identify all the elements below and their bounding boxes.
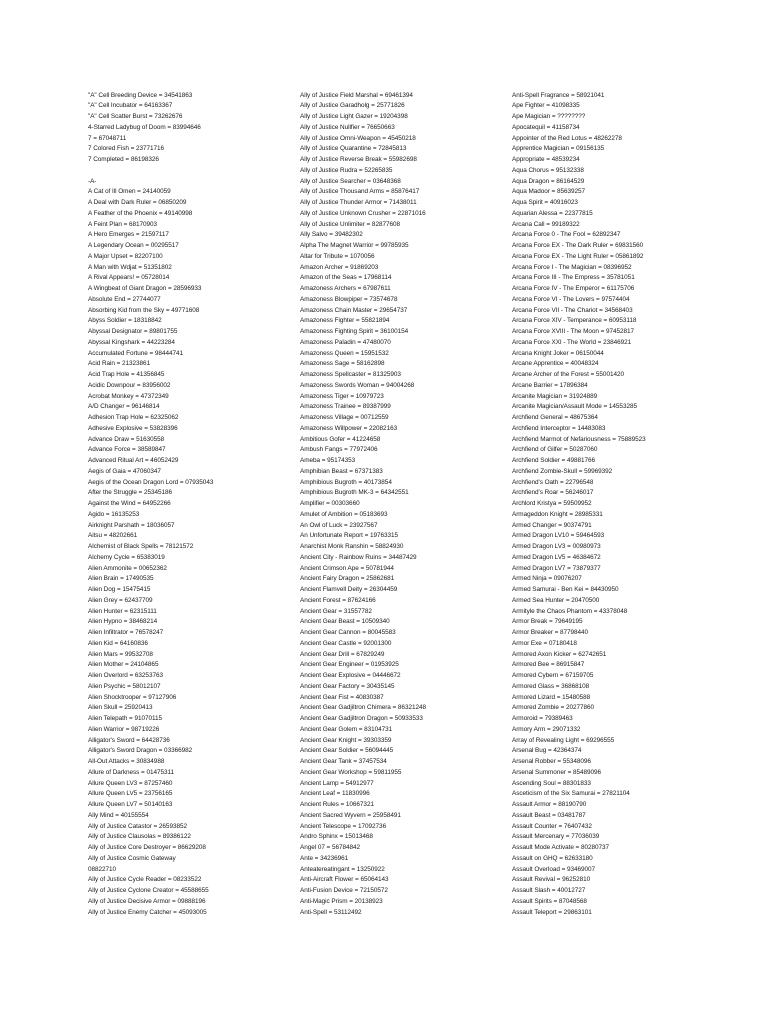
list-entry: Amphibious Bugroth = 40173854 <box>300 478 392 486</box>
list-entry: Amazoness Spellcaster = 81325903 <box>300 371 401 378</box>
list-entry: Acid Rain = 21323861 <box>88 360 151 368</box>
list-entry: Armed Changer = 90374791 <box>512 521 592 529</box>
list-entry: Assault Teleport = 29863101 <box>512 908 592 916</box>
list-entry: Amazon of the Seas = 17968114 <box>300 274 392 282</box>
list-entry: Alligator's Sword Dragon = 03366982 <box>88 747 193 755</box>
list-entry: 7 Colored Fish = 23771716 <box>88 145 165 153</box>
list-entry: Aegis of Gaia = 47060347 <box>88 467 161 475</box>
list-entry: Anti-Spell Fragrance = 58921041 <box>512 91 605 99</box>
list-entry: Ancient Telescope = 17092736 <box>300 822 387 830</box>
list-entry: Acid Trap Hole = 41356845 <box>88 371 165 378</box>
list-entry: Ally of Justice Core Destroyer = 86629208 <box>88 844 206 851</box>
list-entry: Ancient Leaf = 11830996 <box>300 790 370 798</box>
list-entry: Ally of Justice Decisive Armor = 09888196 <box>88 897 206 905</box>
list-entry: Aqua Chorus = 95132338 <box>512 166 584 174</box>
list-entry: Assault Revival = 96252810 <box>512 876 591 884</box>
list-entry: Archfiend Soldier = 49881766 <box>512 457 595 464</box>
list-entry: Anteatereatingant = 13250922 <box>300 865 385 873</box>
list-entry: Archfiend Zombie-Skull = 59969392 <box>512 467 613 475</box>
list-entry: Arcana Force I - The Magician = 08396952 <box>512 263 632 271</box>
list-entry: Armed Dragon LV7 = 73879377 <box>512 564 601 572</box>
list-entry: Ally of Justice Enemy Catcher = 45093005 <box>88 908 207 916</box>
list-entry: Alchemist of Black Spells = 78121572 <box>88 543 194 550</box>
list-entry: A/D Changer = 96146814 <box>88 403 160 411</box>
list-entry: Amazon Archer = 91869203 <box>300 263 379 271</box>
list-entry: Acidic Downpour = 83956002 <box>88 381 171 389</box>
list-entry: Ally of Justice Field Marshal = 69461394 <box>300 91 413 99</box>
list-entry: Ally of Justice Cycle Reader = 08233522 <box>88 876 202 884</box>
list-entry: Arcana Force 0 - The Fool = 62892347 <box>512 231 621 239</box>
list-entry: An Unfortunate Report = 19763315 <box>300 532 399 540</box>
list-entry <box>88 166 298 177</box>
list-entry: Assault Slash = 40012727 <box>512 887 586 894</box>
list-entry: Amazoness Fighting Spirit = 36100154 <box>300 328 409 335</box>
list-entry: A Cat of Ill Omen = 24140059 <box>88 188 171 196</box>
list-entry: Acrobat Monkey = 47372349 <box>88 392 169 400</box>
list-entry: Armor Exe = 07180418 <box>512 639 577 647</box>
list-entry: Alien Skull = 25920413 <box>88 704 153 712</box>
list-entry: Appropriate = 48539234 <box>512 156 580 163</box>
list-entry: Arcana Force IV - The Emperor = 61175706 <box>512 285 635 292</box>
list-entry: Armityle the Chaos Phantom = 43378048 <box>512 607 628 615</box>
list-entry: Alien Hypno = 38468214 <box>88 618 158 626</box>
list-entry: A Hero Emerges = 21597117 <box>88 231 169 239</box>
list-entry: Ally of Justice Quarantine = 72845813 <box>300 145 407 153</box>
list-entry: Arcana Force III - The Empress = 35781051 <box>512 274 635 282</box>
column-3 <box>512 91 752 919</box>
list-entry: Amazoness Blowpiper = 73574678 <box>300 295 398 303</box>
list-entry: Arsenal Bug = 42364374 <box>512 747 582 755</box>
list-entry: Ally Mind = 40155554 <box>88 811 149 819</box>
list-entry: Ancient Gear Knight = 39303359 <box>300 736 392 744</box>
list-entry: Anti-Aircraft Flower = 65064143 <box>300 876 389 884</box>
list-entry: Archfiend of Gilfer = 50287060 <box>512 446 598 454</box>
list-entry: Advance Draw = 51630558 <box>88 435 165 443</box>
list-entry: Ancient Forest = 87624166 <box>300 596 376 604</box>
column-2 <box>300 91 510 919</box>
list-entry: A Man with Wdjat = 51351802 <box>88 263 172 271</box>
list-entry: Ally of Justice Light Gazer = 19204398 <box>300 113 408 120</box>
list-entry: Alien Mother = 24104865 <box>88 661 159 669</box>
list-entry: Armored Cybern = 67159705 <box>512 672 594 679</box>
list-entry: Alien Overlord = 63253763 <box>88 672 163 679</box>
list-entry: Amazoness Queen = 15951532 <box>300 349 389 357</box>
list-entry: Aquarian Alessa = 22377815 <box>512 209 593 217</box>
list-entry: Armed Dragon LV10 = 59464593 <box>512 532 605 540</box>
list-entry: Against the Wind = 64952266 <box>88 500 171 507</box>
list-entry: Anti-Magic Prism = 20138923 <box>300 897 383 905</box>
list-entry: Advance Force = 38589847 <box>88 446 166 454</box>
list-entry: Airknight Parshath = 18036057 <box>88 521 175 529</box>
list-entry: Alien Psychic = 58012107 <box>88 682 161 690</box>
list-entry: Assault on GHQ = 62633180 <box>512 854 593 862</box>
list-entry: Armored Zombie = 20277860 <box>512 704 595 712</box>
list-entry: Ancient Fairy Dragon = 25862681 <box>300 575 395 583</box>
list-entry: Adhesion Trap Hole = 62325062 <box>88 414 179 421</box>
list-entry: A Deal with Dark Ruler = 06850209 <box>88 199 187 206</box>
list-entry: Ascending Soul = 88301833 <box>512 779 591 787</box>
list-entry: Amazoness Paladin = 47480070 <box>300 338 391 346</box>
list-entry: Alien Warrior = 98719226 <box>88 725 160 733</box>
list-entry: Ally of Justice Omni-Weapon = 45450218 <box>300 134 416 142</box>
list-entry: A Rival Appears! = 05728014 <box>88 274 170 282</box>
list-entry: Alligator's Sword = 64428736 <box>88 736 170 744</box>
list-entry: -A- <box>88 177 97 185</box>
list-entry: Ambush Fangs = 77972406 <box>300 446 378 454</box>
list-entry: Ancient Crimson Ape = 50781944 <box>300 564 394 572</box>
list-entry: Armed Dragon LV5 = 46384672 <box>512 553 601 561</box>
list-entry: Assault Spirits = 87048568 <box>512 897 587 905</box>
list-entry: Ally of Justice Garadholg = 25771826 <box>300 102 405 110</box>
list-entry: Altar for Tribute = 1070056 <box>300 252 375 260</box>
list-entry: Adhesive Explosive = 53828396 <box>88 424 178 432</box>
list-entry: Arcana Knight Joker = 06150044 <box>512 349 604 357</box>
list-entry: After the Struggle = 25345186 <box>88 489 173 497</box>
list-entry: Absorbing Kid from the Sky = 49771608 <box>88 306 200 314</box>
list-entry: Apocatequil = 41158734 <box>512 123 580 131</box>
list-entry: Amplifier = 00303660 <box>300 500 360 507</box>
list-entry: Amazoness Sage = 58162898 <box>300 360 385 368</box>
list-entry: Ally Salvo = 39482302 <box>300 231 363 239</box>
list-entry: Appointer of the Red Lotus = 48262278 <box>512 134 622 142</box>
list-entry: Armored Glass = 36868108 <box>512 682 590 690</box>
list-entry: Ally of Justice Searcher = 03648368 <box>300 177 401 185</box>
list-entry: Armed Sea Hunter = 20470500 <box>512 596 600 604</box>
list-entry: Amphibian Beast = 67371383 <box>300 467 383 475</box>
list-entry: Alien Grey = 62437709 <box>88 596 153 604</box>
list-entry: Alchemy Cycle = 65383019 <box>88 553 165 561</box>
list-entry: Amphibious Bugroth MK-3 = 64342551 <box>300 489 409 497</box>
list-entry: Archfiend's Roar = 56246017 <box>512 489 594 497</box>
list-entry: Aitsu = 48202661 <box>88 532 138 540</box>
list-entry: Aqua Madoor = 85639257 <box>512 188 585 196</box>
list-entry: Ancient Gear Gadjiltron Dragon = 50933533 <box>300 715 423 722</box>
list-entry: Ally of Justice Cyclone Creator = 45588655 <box>88 887 209 894</box>
list-entry: Array of Revealing Light = 69296555 <box>512 736 615 744</box>
list-entry: Amazoness Fighter = 55821894 <box>300 317 390 325</box>
list-entry: Amazoness Swords Woman = 94004268 <box>300 381 415 389</box>
list-entry: Ancient Gear Drill = 67829249 <box>300 650 385 658</box>
list-entry: Assault Counter = 76407432 <box>512 822 592 830</box>
list-entry: Allure of Darkness = 01475311 <box>88 768 175 776</box>
list-entry: 7 = 67048711 <box>88 134 127 142</box>
list-entry: Ancient Gear Beast = 10509340 <box>300 618 390 626</box>
list-entry: Ally of Justice Catastor = 26593852 <box>88 822 187 830</box>
list-entry: Ally of Justice Clausolas = 89386122 <box>88 833 191 841</box>
list-entry: Arcana Force XIV - Temperance = 60953118 <box>512 317 637 325</box>
list-entry: Ancient Gear Cannon = 80045583 <box>300 629 396 636</box>
list-entry: Anarchist Monk Ranshin = 58824930 <box>300 543 404 550</box>
list-entry: Armory Arm = 29071332 <box>512 725 581 733</box>
list-entry: Arcana Force VI - The Lovers = 97574404 <box>512 295 630 303</box>
list-entry: Ally of Justice Unlimiter = 82877608 <box>300 220 400 228</box>
list-entry: Ancient Flamvell Deity = 26304459 <box>300 586 398 593</box>
list-entry: Allure Queen LV3 = 87257460 <box>88 779 173 787</box>
list-entry: Arcana Force XXI - The World = 23846921 <box>512 338 632 346</box>
list-entry: Accumulated Fortune = 98444741 <box>88 349 183 357</box>
list-entry: All-Out Attacks = 30834988 <box>88 758 165 765</box>
list-entry: Arcana Force EX - The Light Ruler = 05861892 <box>512 252 644 260</box>
list-entry: Ancient Gear Workshop = 59811955 <box>300 768 402 776</box>
list-entry: Assault Overload = 93469007 <box>512 865 596 873</box>
list-entry: A Wingbeat of Giant Dragon = 28596933 <box>88 285 202 292</box>
list-entry: Ancient City - Rainbow Ruins = 34487429 <box>300 553 417 561</box>
list-entry: "A" Cell Incubator = 64163367 <box>88 102 173 110</box>
list-entry: Ally of Justice Thousand Arms = 85876417 <box>300 188 420 196</box>
list-entry: Arcana Force XVIII - The Moon = 97452817 <box>512 328 635 335</box>
list-entry: Ally of Justice Unknown Crusher = 22871016 <box>300 209 426 217</box>
list-entry: Ancient Lamp = 54912977 <box>300 779 374 787</box>
list-entry: A Feint Plan = 68170903 <box>88 220 158 228</box>
column-1 <box>88 91 298 919</box>
list-entry: Armor Break = 79649195 <box>512 618 583 626</box>
list-entry: Ancient Rules = 10667321 <box>300 801 374 808</box>
list-entry: Arsenal Robber = 55348096 <box>512 758 591 765</box>
list-entry: Alien Hunter = 62315111 <box>88 607 157 615</box>
list-entry: Asceticism of the Six Samurai = 27821104 <box>512 790 630 798</box>
list-entry: Amazoness Trainee = 89387999 <box>300 403 391 411</box>
list-entry: Alien Dog = 15475415 <box>88 586 151 593</box>
list-entry: Armed Dragon LV3 = 00980973 <box>512 543 601 550</box>
list-entry: Arcana Force EX - The Dark Ruler = 69831560 <box>512 242 644 249</box>
list-entry: Ape Fighter = 41098335 <box>512 102 580 110</box>
list-entry: Archlord Kristya = 59509952 <box>512 500 592 507</box>
list-entry: Ally of Justice Thunder Armor = 71438011 <box>300 199 417 206</box>
list-entry: Apprentice Magician = 09156135 <box>512 145 605 153</box>
list-entry: Ancient Gear Soldier = 56094445 <box>300 747 394 755</box>
list-entry: 7 Completed = 86198326 <box>88 156 159 163</box>
list-entry: Armed Ninja = 09076207 <box>512 575 582 583</box>
list-entry: Alien Brain = 17490535 <box>88 575 154 583</box>
list-entry: Armoroid = 79389463 <box>512 715 573 722</box>
list-entry: Archfiend Marmot of Nefariousness = 75889523 <box>512 435 646 443</box>
list-entry: Ameba = 95174353 <box>300 457 356 464</box>
list-entry: Alien Shocktrooper = 97127906 <box>88 693 177 701</box>
list-entry: Armored Axon Kicker = 62742651 <box>512 650 607 658</box>
list-entry: Ancient Gear Castle = 92001300 <box>300 639 392 647</box>
list-entry: Advanced Ritual Art = 46052429 <box>88 457 179 464</box>
list-entry: Arcana Call = 99189322 <box>512 220 580 228</box>
list-entry: Alien Telepath = 91070115 <box>88 715 163 722</box>
list-entry: Amazoness Willpower = 22082163 <box>300 424 398 432</box>
list-entry: Assault Armor = 88190790 <box>512 801 587 808</box>
list-entry: Amulet of Ambition = 05183693 <box>300 510 388 518</box>
list-entry: Ally of Justice Cosmic Gateway <box>88 854 176 862</box>
list-entry: Ally of Justice Rudra = 52265835 <box>300 166 393 174</box>
list-entry: Abyssal Designator = 89801755 <box>88 328 178 335</box>
list-entry: Armored Lizard = 15480588 <box>512 693 591 701</box>
list-entry: Armed Samurai - Ben Kei = 84430950 <box>512 586 619 593</box>
list-entry: Agido = 16135253 <box>88 510 140 518</box>
list-entry: Alien Mars = 99532708 <box>88 650 153 658</box>
list-entry: An Owl of Luck = 23927567 <box>300 521 378 529</box>
list-entry: Assault Mode Activate = 80280737 <box>512 844 609 851</box>
list-entry: Ante = 34236961 <box>300 854 349 862</box>
list-entry: Amazoness Chain Master = 29654737 <box>300 306 408 314</box>
list-entry: Alien Kid = 64160836 <box>88 639 148 647</box>
list-entry: A Major Upset = 82207100 <box>88 252 163 260</box>
list-entry: Alpha The Magnet Warrior = 99785935 <box>300 242 409 249</box>
list-entry: A Legendary Ocean = 00295517 <box>88 242 179 249</box>
list-entry: Ancient Gear Golem = 83104731 <box>300 725 393 733</box>
list-entry: Allure Queen LV5 = 23756165 <box>88 790 173 798</box>
list-entry: Archfiend's Oath = 22796548 <box>512 478 594 486</box>
list-entry: Arcana Force VII - The Chariot = 34568403 <box>512 306 633 314</box>
list-entry: A Feather of the Phoenix = 49140998 <box>88 209 193 217</box>
list-entry: Anti-Fusion Device = 72150572 <box>300 887 388 894</box>
list-entry: Armored Bee = 86915847 <box>512 661 585 669</box>
list-entry: Arcane Barrier = 17896384 <box>512 381 588 389</box>
list-entry: Ancient Gear Engineer = 01953925 <box>300 661 399 669</box>
list-entry: 4-Starred Ladybug of Doom = 83994646 <box>88 123 201 131</box>
list-entry: Allure Queen LV7 = 50140163 <box>88 801 173 808</box>
list-entry: Amazoness Tiger = 10979723 <box>300 392 384 400</box>
list-entry: Armageddon Knight = 28985331 <box>512 510 603 518</box>
list-entry: Ancient Gear = 31557782 <box>300 607 372 615</box>
list-entry: Amazoness Village = 00712559 <box>300 414 389 421</box>
list-entry: Angel 07 = 56784842 <box>300 844 360 851</box>
list-entry: Aqua Spirit = 40916023 <box>512 199 578 206</box>
list-entry: Ambitious Gofer = 41224658 <box>300 435 381 443</box>
list-entry: Absolute End = 27744077 <box>88 295 161 303</box>
list-entry: Alien Infiltrator = 76578247 <box>88 629 164 636</box>
list-entry: Arcanite Magician/Assault Mode = 14553285 <box>512 403 637 411</box>
list-entry: Ancient Gear Factory = 30435145 <box>300 682 395 690</box>
list-entry: Ally of Justice Nullfier = 76650663 <box>300 123 395 131</box>
list-entry: Arcane Archer of the Forest = 55001420 <box>512 371 624 378</box>
list-entry: Arcanite Magician = 31924889 <box>512 392 598 400</box>
list-entry: 08822710 <box>88 865 117 873</box>
list-entry: Ancient Gear Fist = 40830387 <box>300 693 384 701</box>
list-entry: Armor Breaker = 87798440 <box>512 629 589 636</box>
list-entry: Arcane Apprentice = 40048324 <box>512 360 599 368</box>
list-entry: Ally of Justice Reverse Break = 55982698 <box>300 156 417 163</box>
list-entry: Assault Mercenary = 77036039 <box>512 833 600 841</box>
list-entry: Aegis of the Ocean Dragon Lord = 07935043 <box>88 478 214 486</box>
list-entry: Abyssal Kingshark = 44223284 <box>88 338 175 346</box>
list-entry: Ape Magician = ???????? <box>512 113 586 120</box>
list-entry: Abyss Soldier = 18318842 <box>88 317 162 325</box>
list-entry: Archfiend General = 48675364 <box>512 414 598 421</box>
list-entry: "A" Cell Breeding Device = 34541863 <box>88 91 193 99</box>
list-entry: Assault Beast = 03481787 <box>512 811 586 819</box>
list-entry: Ancient Gear Explosive = 04446672 <box>300 672 401 679</box>
list-entry: Ancient Gear Gadjiltron Chimera = 86321248 <box>300 704 426 712</box>
list-entry: Ancient Sacred Wyvern = 25958491 <box>300 811 401 819</box>
list-entry: "A" Cell Scatter Burst = 73262676 <box>88 113 183 120</box>
list-entry: Ancient Gear Tank = 37457534 <box>300 758 387 765</box>
list-entry: Arsenal Summoner = 85489096 <box>512 768 602 776</box>
list-entry: Amazoness Archers = 67987611 <box>300 285 391 292</box>
list-entry: Andro Sphinx = 15013468 <box>300 833 373 841</box>
list-entry: Aqua Dragon = 86164529 <box>512 177 585 185</box>
list-entry: Archfiend Interceptor = 14483083 <box>512 424 606 432</box>
list-entry: Alien Ammonite = 00652362 <box>88 564 167 572</box>
list-entry: Anti-Spell = 53112492 <box>300 908 362 916</box>
